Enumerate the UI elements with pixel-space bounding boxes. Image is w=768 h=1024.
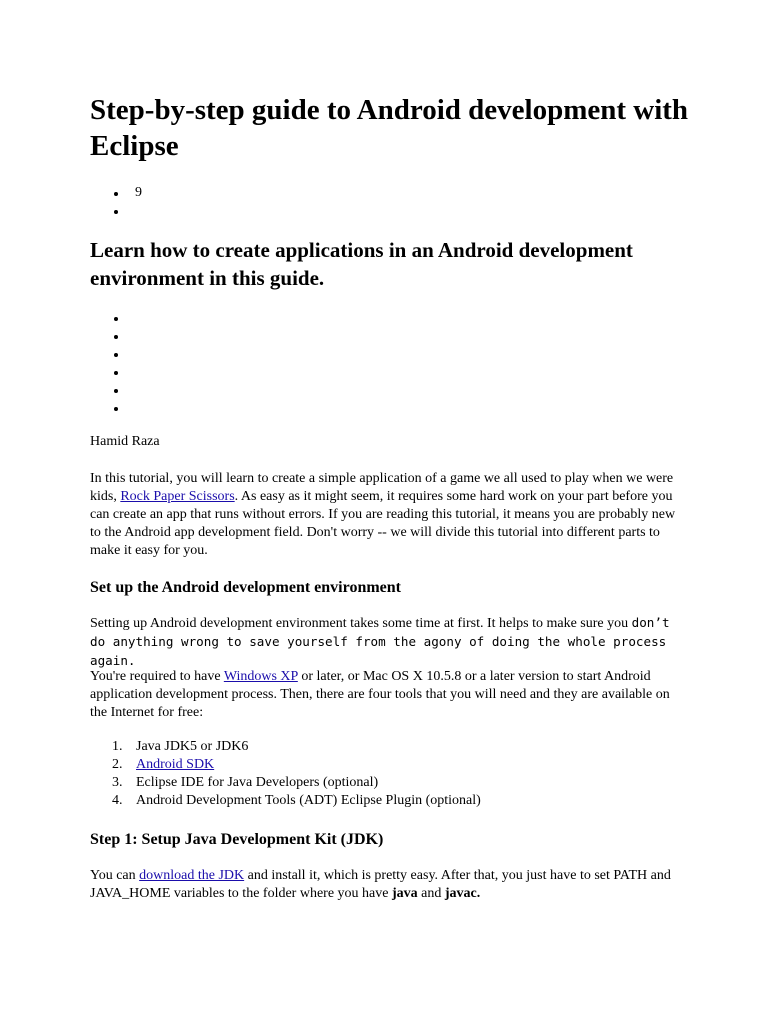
page-subtitle: Learn how to create applications in an Android development environment in this guide. [90,238,633,290]
section-heading-step1: Step 1: Setup Java Development Kit (JDK) [90,831,384,848]
tool-java-jdk: Java JDK5 or JDK6 [136,739,249,754]
download-jdk-link[interactable]: download the JDK [139,868,245,883]
tool-adt-plugin: Android Development Tools (ADT) Eclipse Plugin (optional) [136,793,481,808]
comment-count: 9 [135,185,142,200]
setup-paragraph: Setting up Android development environment takes some time at first. It helps to make sure you don’t do anything wrong to save yourself from the agony of doing the whole process again. [90,615,670,668]
list-item: 4. Android Development Tools (ADT) Eclipse Plugin (optional) [112,793,481,808]
tool-eclipse-ide: Eclipse IDE for Java Developers (optional) [136,775,379,790]
list-item: 3. Eclipse IDE for Java Developers (optional) [112,775,379,790]
list-item: 1. Java JDK5 or JDK6 [112,739,249,754]
step1-paragraph: You can download the JDK and install it, which is pretty easy. After that, you just have to set PATH and JAVA_HOME variables to the folder where you have java and javac. [90,868,671,901]
windows-xp-link[interactable]: Windows XP [223,669,298,684]
list-item: 2. Android SDK [112,757,215,772]
requirements-paragraph: You're required to have Windows XP or later, or Mac OS X 10.5.8 or a later version to start Android application development process. Then, there are four tools that you will need and they are available on the Internet for free: [90,669,670,720]
intro-paragraph: In this tutorial, you will learn to create a simple application of a game we all used to play when we were kids, Rock Paper Scissors. As easy as it might seem, it requires some hard work on your part before you can create an app that runs without errors. If you are reading this tutorial, it means you are probably new to the Android app development field. Don't worry -- we will divide this tutorial into different parts to make it easy for you. [90,471,676,558]
tools-list [90,738,481,810]
rock-paper-scissors-link[interactable]: Rock Paper Scissors [120,489,235,504]
page-title: Step-by-step guide to Android development with Eclipse [90,94,689,162]
section-heading-setup: Set up the Android development environment [90,579,401,596]
author-name: Hamid Raza [90,434,160,449]
android-sdk-link[interactable]: Android SDK [136,757,215,772]
